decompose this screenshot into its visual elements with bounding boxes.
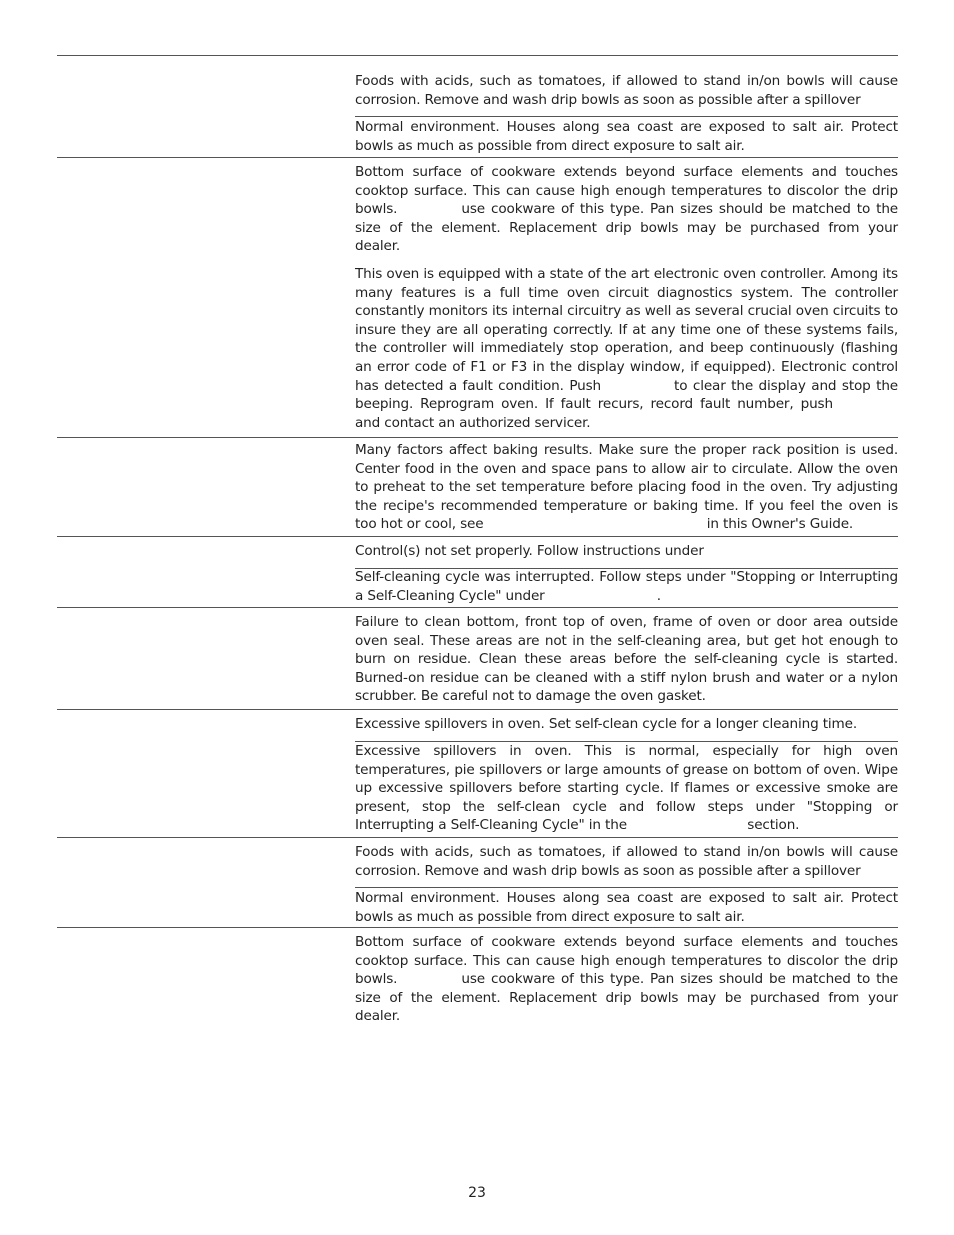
solution-baking-factors	[355, 441, 898, 534]
solution-text: Excessive spillovers in oven. This is normal, especially for high oven temperatures, pie spillovers or large amounts of grease on bottom of oven. Wipe up excessive spillovers before starting cycle. If flames or excessive smoke are present, stop the self-clean cycle and follow steps under "Stopping or Interrupting a Self-Cleaning Cycle" in the	[355, 743, 898, 834]
solution-text: use cookware of this type. Pan sizes should be matched to the size of the element. Replacement drip bowls may be purchased from your dealer.	[355, 971, 899, 1025]
solution-salt-air	[355, 889, 898, 926]
problem-row-drip-bowl-corrosion	[57, 56, 898, 157]
problem-row-drip-bowl-discolor-and-fault-code	[57, 157, 898, 438]
solution-divider	[355, 887, 898, 888]
problem-row-smoke-flames	[57, 709, 898, 838]
solution-text: section.	[747, 817, 800, 834]
solution-text: in this Owner's Guide.	[706, 516, 854, 533]
solution-text: to clear the display and stop the beeping. Reprogram oven. If fault recurs, record fault number, push	[355, 377, 899, 413]
problem-row-baking-results	[57, 437, 898, 537]
solution-electronic-control-fault	[355, 265, 898, 432]
solution-text: Bottom surface of cookware extends beyond surface elements and touches cooktop surface. This can cause high enough temperatures to discolor the drip bowls.	[355, 164, 898, 218]
solution-text: Failure to clean bottom, front top of oven, frame of oven or door area outside oven seal. These areas are not in the self-cleaning area, but get hot enough to burn on residue. Clean these areas before the self-cleaning cycle is started. Burned-on residue can be cleaned with a stiff nylon brush and water or a nylon scrubber. Be careful not to damage the oven gasket.	[355, 614, 898, 705]
problem-row-self-clean-not-working	[57, 536, 898, 608]
problem-row-drip-bowl-discolor-repeat	[57, 927, 898, 1038]
solution-text: Excessive spillovers in oven. Set self-clean cycle for a longer cleaning time.	[355, 716, 858, 732]
solution-cycle-interrupted	[355, 568, 898, 605]
solution-acid-foods	[355, 72, 898, 109]
solution-text: This oven is equipped with a state of the art electronic oven controller. Among its many features is a full time oven circuit diagnostics system. The controller constantly monitors its internal circuitry as well as several crucial oven circuits to insure they are all operating correctly. If at any time one of these systems fails, the controller will immediately stop operation, and beep continuously (flashing an error code of F1 or F3 in the display window, if equipped). Electronic control has detected a fault condition. Push	[355, 266, 898, 394]
solution-cookware-extends	[355, 933, 898, 1026]
problem-row-soil-not-removed	[57, 607, 898, 710]
solution-text: .	[656, 587, 661, 604]
solution-text: Normal environment. Houses along sea coast are exposed to salt air. Protect bowls as much as possible from direct exposure to salt air.	[355, 890, 898, 925]
solution-text: Many factors affect baking results. Make sure the proper rack position is used. Center food in the oven and space pans to allow air to circulate. Allow the oven to preheat to the set temperature before placing food in the oven. Try adjusting the recipe's recommended temperature or baking time. If you feel the oven is too hot or cool, see	[355, 442, 898, 533]
solution-controls-not-set	[355, 542, 898, 561]
solution-divider	[355, 116, 898, 117]
page-number: 23	[468, 1185, 486, 1201]
solution-clean-outside-seal	[355, 613, 898, 706]
solution-text: Normal environment. Houses along sea coast are exposed to salt air. Protect bowls as much as possible from direct exposure to salt air.	[355, 119, 898, 154]
solution-text: Foods with acids, such as tomatoes, if allowed to stand in/on bowls will cause corrosion. Remove and wash drip bowls as soon as possible after a spillover	[355, 73, 898, 108]
solution-text: Control(s) not set properly. Follow instructions under	[355, 543, 704, 559]
solution-cookware-extends	[355, 163, 898, 256]
solution-excessive-spillovers	[355, 742, 898, 835]
problem-row-drip-bowl-corrosion-repeat	[57, 837, 898, 928]
solution-salt-air	[355, 118, 898, 155]
solution-text: Foods with acids, such as tomatoes, if allowed to stand in/on bowls will cause corrosion. Remove and wash drip bowls as soon as possible after a spillover	[355, 844, 898, 879]
solution-acid-foods	[355, 843, 898, 880]
solution-text: and contact an authorized servicer.	[355, 414, 591, 431]
solution-longer-clean-time	[355, 715, 898, 734]
solution-text: Self-cleaning cycle was interrupted. Follow steps under "Stopping or Interrupting a Self-Cleaning Cycle" under	[355, 569, 898, 604]
solution-text: use cookware of this type. Pan sizes should be matched to the size of the element. Replacement drip bowls may be purchased from your dealer.	[355, 201, 899, 255]
solution-text: Bottom surface of cookware extends beyond surface elements and touches cooktop surface. This can cause high enough temperatures to discolor the drip bowls.	[355, 934, 898, 988]
